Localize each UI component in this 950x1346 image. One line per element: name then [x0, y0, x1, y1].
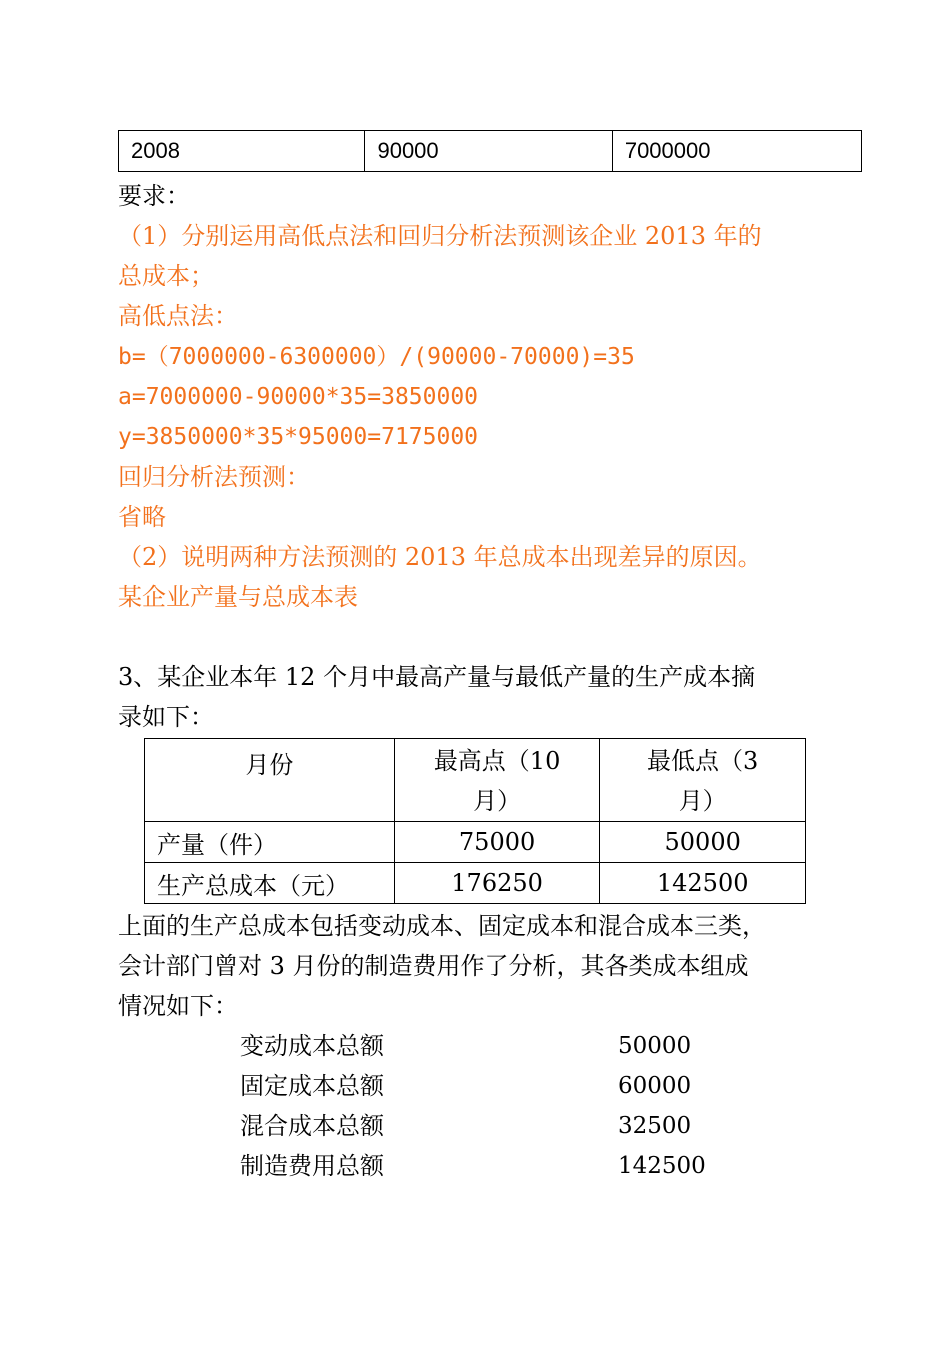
summary-label-mixed: 混合成本总额 [240, 1112, 384, 1140]
header-cell-month [145, 739, 395, 822]
question-1-line-2: 总成本； [118, 262, 214, 290]
paragraph-line-2: 会计部门曾对 3 月份的制造费用作了分析，其各类成本组成 [118, 952, 749, 980]
table-row [145, 822, 806, 863]
summary-value-fixed: 60000 [618, 1073, 692, 1099]
row-value-low: 50000 [600, 822, 806, 863]
yearly-data-table-fragment [118, 130, 862, 172]
table-caption: 某企业产量与总成本表 [118, 583, 358, 611]
header-low-line-1: 最低点（3 [647, 747, 759, 775]
question-2: （2）说明两种方法预测的 2013 年总成本出现差异的原因。 [118, 543, 762, 571]
header-high-line-2: 月） [473, 787, 522, 815]
row-label-total-cost: 生产总成本（元） [145, 863, 395, 904]
summary-value-overhead: 142500 [618, 1153, 706, 1179]
row-value-high: 75000 [394, 822, 600, 863]
table-row [119, 131, 862, 172]
summary-value-mixed: 32500 [618, 1113, 692, 1139]
paragraph-line-3: 情况如下： [118, 992, 238, 1020]
paragraph-line-1: 上面的生产总成本包括变动成本、固定成本和混合成本三类， [118, 912, 766, 940]
row-value-high: 176250 [394, 863, 600, 904]
table-cell-output: 90000 [365, 131, 612, 172]
header-cell-high [394, 739, 600, 822]
high-low-method-title: 高低点法： [118, 302, 238, 330]
header-high-line-1: 最高点（10 [433, 747, 561, 775]
row-value-low: 142500 [600, 863, 806, 904]
question-1-line-1: （1）分别运用高低点法和回归分析法预测该企业 2013 年的 [118, 222, 762, 250]
a-formula: a=7000000-90000*35=3850000 [118, 384, 479, 410]
header-high-wrap [422, 739, 572, 821]
summary-label-fixed: 固定成本总额 [240, 1072, 384, 1100]
header-cell-low [600, 739, 806, 822]
table-row [145, 863, 806, 904]
summary-value-variable: 50000 [618, 1033, 692, 1059]
regression-content: 省略 [118, 503, 166, 531]
problem-3-line-1: 3、某企业本年 12 个月中最高产量与最低产量的生产成本摘 [118, 663, 756, 691]
table-cell-total-cost: 7000000 [612, 131, 861, 172]
problem-3-line-2: 录如下： [118, 703, 214, 731]
table-header-row [145, 739, 806, 822]
regression-method-title: 回归分析法预测： [118, 463, 310, 491]
summary-label-variable: 变动成本总额 [240, 1032, 384, 1060]
summary-label-overhead: 制造费用总额 [240, 1152, 384, 1180]
requirements-label: 要求： [118, 182, 190, 210]
header-low-line-2: 月） [678, 787, 727, 815]
row-label-output: 产量（件） [145, 822, 395, 863]
y-formula: y=3850000*35*95000=7175000 [118, 424, 479, 450]
table-cell-year: 2008 [119, 131, 365, 172]
b-formula: b=（7000000-6300000）/(90000-70000)=35 [118, 344, 635, 370]
production-cost-table [144, 738, 806, 904]
header-low-wrap [628, 739, 778, 821]
header-month-label: 月份 [245, 751, 294, 779]
